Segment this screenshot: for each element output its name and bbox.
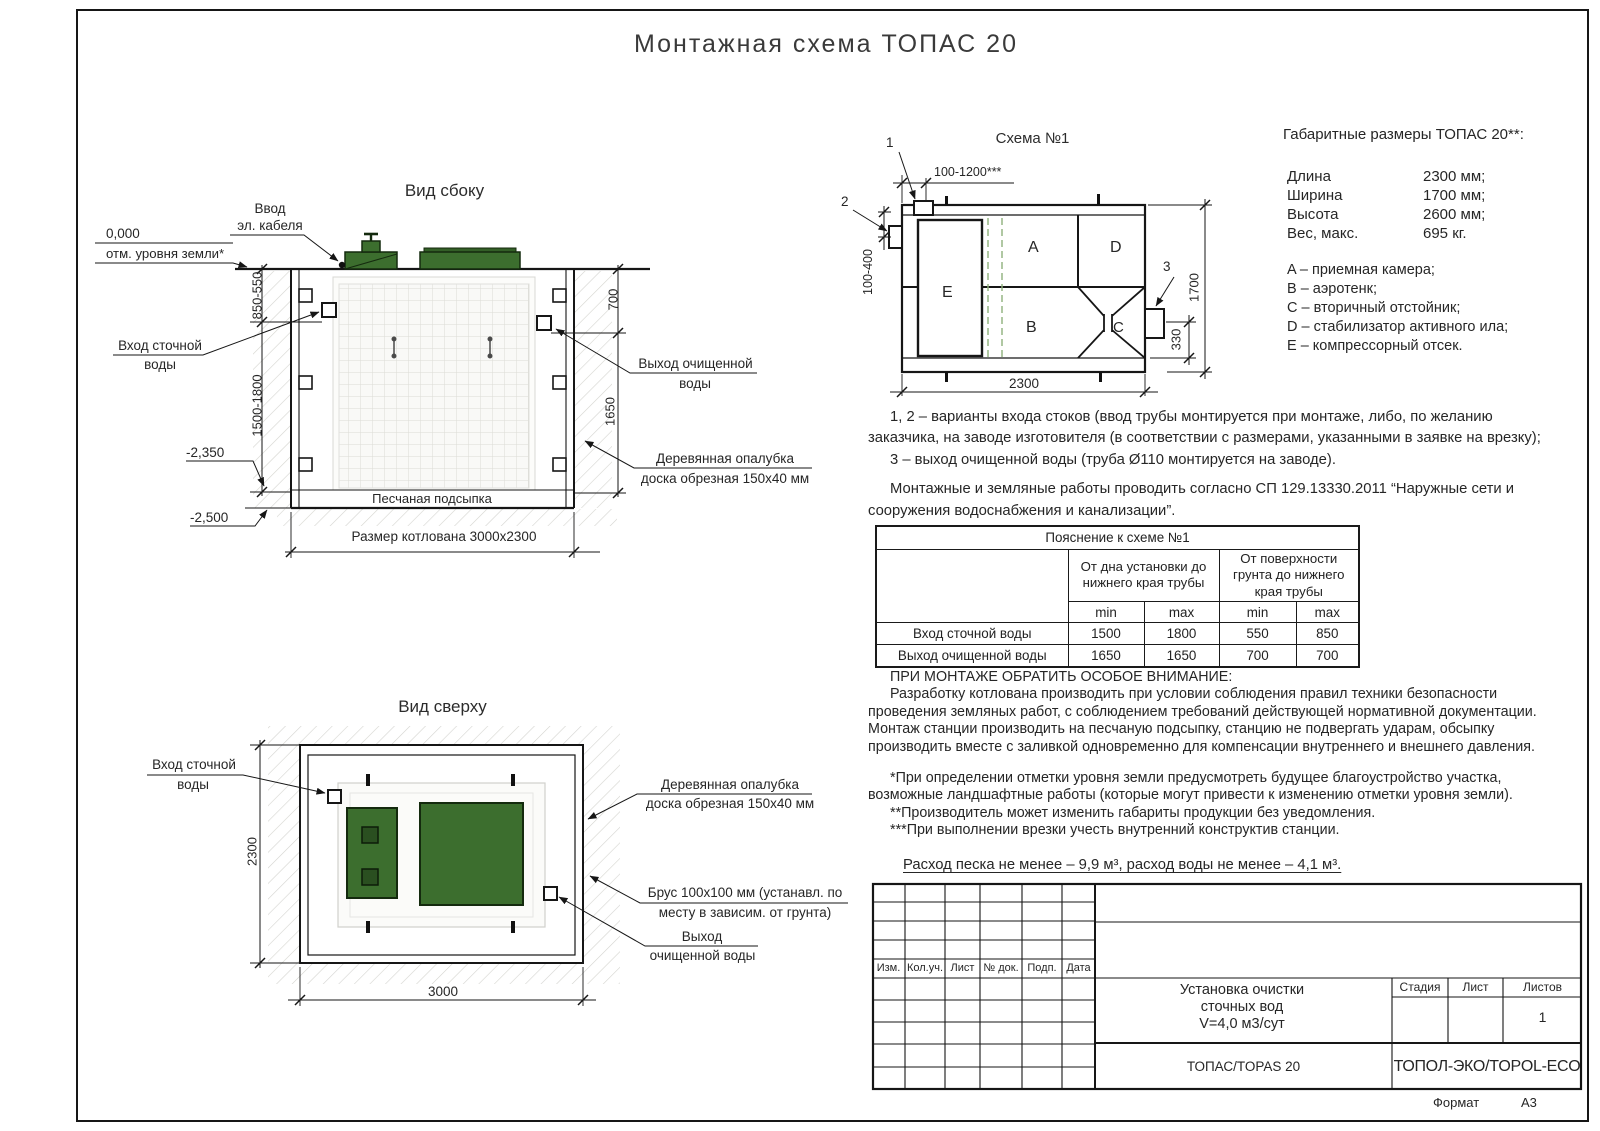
specs-title: Габаритные размеры ТОПАС 20**: [1283,126,1524,143]
table-cell: 700 [1219,645,1296,667]
outlet-label-side: Выход очищенной [638,356,753,371]
compartment-c: C [1113,319,1124,336]
beam-label: Брус 100x100 мм (устанавл. по [647,885,843,900]
spec-label-height: Высота [1287,206,1339,223]
formwork-label-side: Деревянная опалубка [655,451,795,466]
table-min-1: min [1068,602,1144,623]
tb-model: ТОПАС/TOPAS 20 [1186,1059,1301,1074]
tank-lids-top [347,803,523,905]
footnotes-block [868,770,1560,840]
consumption-note: Расход песка не менее – 9,9 м³, расход воды не менее – 4,1 м³. [903,857,1342,873]
legend-item-b: B – аэротенк; [1287,281,1377,297]
table-cell: 700 [1296,645,1359,667]
table-row [876,645,1359,667]
dim-100-400: 100-400 [861,249,875,295]
schema-marker-2: 2 [841,194,849,209]
note-sp: Монтажные и земляные работы проводить согласно СП 129.13330.2011 “Наружные сети и сооружения водоснабжения и канализации”. [868,481,1515,519]
beam-label-2: месту в зависим. от грунта) [658,905,832,920]
schema-title: Схема №1 [995,130,1070,147]
spec-value-weight: 695 кг. [1423,225,1467,242]
spec-label-weight: Вес, макс. [1287,225,1359,242]
note-variants-12: 1, 2 – варианты входа стоков (ввод трубы монтируется при монтаже, либо, по желанию заказчика, на заводе изготовителя (в соответствии с размерами, указанными в заявке на врезку); [868,409,1541,447]
tb-col-podp: Подп. [1027,962,1057,974]
format-value: А3 [1521,1095,1537,1110]
page-title: Монтажная схема ТОПАС 20 [634,30,1018,58]
compartment-b: B [1026,319,1037,336]
tb-col-ndok: № док. [983,962,1019,974]
table-cell: 1500 [1068,623,1144,645]
table-row-name: Вход сточной воды [876,623,1068,645]
level-mark-2350: -2,350 [186,445,225,460]
spec-value-width: 1700 мм; [1423,187,1486,204]
dim-2300-top: 2300 [244,837,260,866]
footnote-3: ***При выполнении врезки учесть внутренний конструктив станции. [890,822,1340,839]
table-row-name: Выход очищенной воды [876,645,1068,667]
dim-1500-1800: 1500-1800 [249,374,265,437]
inlet-label-top: Вход сточной [152,757,236,772]
table-row [876,623,1359,645]
top-view-drawing [130,690,860,1020]
table-max-1: max [1144,602,1219,623]
dim-850-550: 850-550 [249,271,265,320]
dim-100-1200: 100-1200*** [934,165,1002,179]
level-mark-2500: -2,500 [190,510,229,525]
outlet-label-side-2: воды [679,376,711,391]
table-cell: 1650 [1068,645,1144,667]
notes-variants [868,407,1552,522]
spec-label-length: Длина [1287,168,1331,185]
outlet-label-top: Выход [681,929,723,944]
attention-block [868,669,1554,756]
title-block [872,883,1582,1090]
tb-sheets-value: 1 [1538,1009,1547,1025]
compartment-d: D [1110,239,1122,256]
compartment-a: A [1028,239,1039,256]
sand-bedding-label: Песчаная подсыпка [372,491,492,506]
formwork-label-top: Деревянная опалубка [660,777,800,792]
footnote-1: *При определении отметки уровня земли предусмотреть будущее благоустройство участка, возможные ландшафтные работы (которые могут привести к изменению отметки уровня земли). [868,770,1513,804]
inlet-label-side-2: воды [144,357,176,372]
tb-col-data: Дата [1066,962,1091,974]
pit-size-label: Размер котлована 3000x2300 [351,529,537,544]
legend-item-c: C – вторичный отстойник; [1287,300,1461,316]
cable-entry-label-2: эл. кабеля [237,218,303,233]
tb-sheets-label: Листов [1523,980,1562,994]
tb-company: ТОПОЛ-ЭКО/TOPOL-ECO [1393,1058,1581,1075]
table-cell: 550 [1219,623,1296,645]
attention-title: ПРИ МОНТАЖЕ ОБРАТИТЬ ОСОБОЕ ВНИМАНИЕ: [890,669,1233,685]
formwork-label-top-2: доска обрезная 150x40 мм [645,796,815,811]
dim-3000-top: 3000 [427,984,459,999]
explanation-table [875,525,1360,668]
dim-330: 330 [1168,328,1184,351]
note-variant-3: 3 – выход очищенной воды (труба Ø110 монтируется на заводе). [890,451,1336,468]
tb-col-koluch: Кол.уч. [906,962,944,974]
table-cell: 1800 [1144,623,1219,645]
table-corner-cell [876,549,1068,623]
format-label: Формат [1433,1095,1480,1110]
formwork-label-side-2: доска обрезная 150x40 мм [640,471,810,486]
tb-col-izm: Изм. [876,962,901,974]
ground-level-label: отм. уровня земли* [106,246,225,261]
cable-entry-dot [339,262,345,268]
table-min-2: min [1219,602,1296,623]
outlet-label-top-2: очищенной воды [649,948,756,963]
dim-1700: 1700 [1186,273,1202,302]
legend-item-e: E – компрессорный отсек. [1287,338,1463,354]
dim-700: 700 [605,288,621,311]
tb-stage-label: Стадия [1399,980,1441,994]
tb-sheet-label: Лист [1462,980,1489,994]
table-group-2: От поверхности грунта до нижнего края трубы [1219,549,1359,602]
tb-doc-title-2: сточных вод [1200,999,1284,1015]
table-title: Пояснение к схеме №1 [876,526,1359,549]
footnote-2: **Производитель может изменить габариты продукции без уведомления. [890,804,1376,821]
zero-level-mark: 0,000 [106,226,140,241]
tank-body-side [333,277,535,490]
spec-label-width: Ширина [1287,187,1343,204]
compartment-e: E [942,284,953,301]
side-view-title: Вид сбоку [404,181,485,200]
tb-col-list: Лист [950,962,975,974]
cable-entry-label: Ввод [254,201,286,216]
schema-marker-1: 1 [886,135,894,150]
spec-value-height: 2600 мм; [1423,206,1486,223]
spec-value-length: 2300 мм; [1423,168,1486,185]
top-view-title: Вид сверху [398,697,487,716]
table-cell: 850 [1296,623,1359,645]
inlet-label-side: Вход сточной [118,338,202,353]
dim-1650: 1650 [602,397,618,426]
legend-item-d: D – стабилизатор активного ила; [1287,319,1509,335]
table-cell: 1650 [1144,645,1219,667]
attention-body: Разработку котлована производить при условии соблюдения правил техники безопасности проведения земляных работ, с соблюдением требований действующей нормативной документации. Монтаж станции производить на песчаную подсыпку, станцию не подвергать ударам, обсыпку производить вместе с заливкой одновременно для компенсации внутреннего и внешнего давления. [868,686,1537,755]
tb-doc-title-3: V=4,0 м3/сут [1199,1016,1285,1032]
inlet-label-top-2: воды [177,777,209,792]
table-group-1: От дна установки до нижнего края трубы [1068,549,1219,602]
table-max-2: max [1296,602,1359,623]
legend-item-a: A – приемная камера; [1287,262,1435,278]
tb-doc-title-1: Установка очистки [1179,982,1305,998]
dim-2300-schema: 2300 [1008,376,1040,391]
tank-lids [345,234,520,269]
schema-marker-3: 3 [1163,259,1171,274]
